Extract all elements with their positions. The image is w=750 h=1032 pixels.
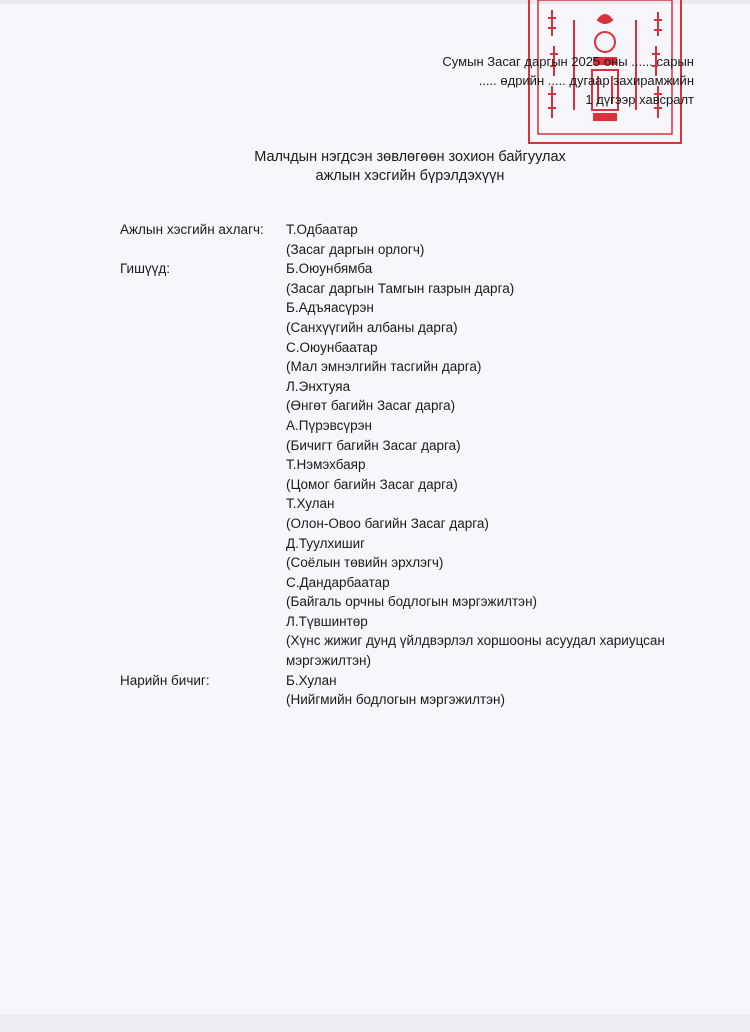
member-position: (Бичигт багийн Засаг дарга)	[286, 437, 461, 453]
scan-edge-bottom	[0, 1014, 750, 1032]
member-name: С.Оюунбаатар	[286, 339, 378, 355]
role-row-members	[120, 259, 666, 670]
document-title	[0, 148, 750, 186]
member-position: (Байгаль орчны бодлогын мэргэжилтэн)	[286, 594, 538, 610]
appendix-header	[442, 52, 694, 109]
member-position: (Засаг даргын орлогч)	[286, 241, 425, 257]
member-position: (Соёлын төвийн эрхлэгч)	[286, 555, 444, 571]
header-line-3: 1 дүгээр хавсралт	[585, 92, 694, 107]
member-position: (Өнгөт багийн Засаг дарга)	[286, 398, 456, 414]
member-name: Т.Хулан	[286, 496, 335, 512]
member-position: (Олон-Овоо багийн Засаг дарга)	[286, 515, 489, 531]
member-list	[286, 220, 666, 259]
working-group-roster	[120, 220, 666, 710]
role-label: Ажлын хэсгийн ахлагч:	[120, 222, 264, 237]
role-label: Нарийн бичиг:	[120, 672, 210, 688]
member-list	[286, 259, 666, 670]
member-name: Л.Түвшинтөр	[286, 613, 368, 629]
header-line-2: ..... өдрийн ..... дугаар захирамжийн	[478, 73, 694, 88]
member-name: А.Пүрэвсүрэн	[286, 417, 372, 433]
member-name: Т.Одбаатар	[286, 222, 358, 237]
member-name: Б.Хулан	[286, 672, 337, 688]
member-position: (Хүнс жижиг дунд үйлдвэрлэл хоршооны асуудал хариуцсан мэргэжилтэн)	[286, 633, 665, 669]
member-name: Б.Адъяасүрэн	[286, 300, 374, 316]
title-line-1: Малчдын нэгдсэн зөвлөгөөн зохион байгуулах	[254, 149, 566, 165]
member-position: (Нийгмийн бодлогын мэргэжилтэн)	[286, 692, 505, 708]
member-position: (Цомог багийн Засаг дарга)	[286, 476, 458, 492]
member-position: (Мал эмнэлгийн тасгийн дарга)	[286, 359, 482, 375]
member-name: Д.Туулхишиг	[286, 535, 366, 551]
member-name: Б.Оюунбямба	[286, 261, 373, 277]
role-row-secretary	[120, 671, 666, 710]
member-list	[286, 671, 666, 710]
member-name: Т.Нэмэхбаяр	[286, 457, 366, 473]
header-line-1: Сумын Засаг даргын 2025 оны ...... сарын	[442, 54, 694, 69]
role-label: Гишүүд:	[120, 261, 171, 277]
member-name: Л.Энхтуяа	[286, 378, 351, 394]
member-name: С.Дандарбаатар	[286, 574, 390, 590]
member-position: (Санхүүгийн албаны дарга)	[286, 319, 458, 335]
role-row-leader	[120, 220, 666, 259]
member-position: (Засаг даргын Тамгын газрын дарга)	[286, 280, 515, 296]
title-line-2: ажлын хэсгийн бүрэлдэхүүн	[315, 168, 505, 184]
